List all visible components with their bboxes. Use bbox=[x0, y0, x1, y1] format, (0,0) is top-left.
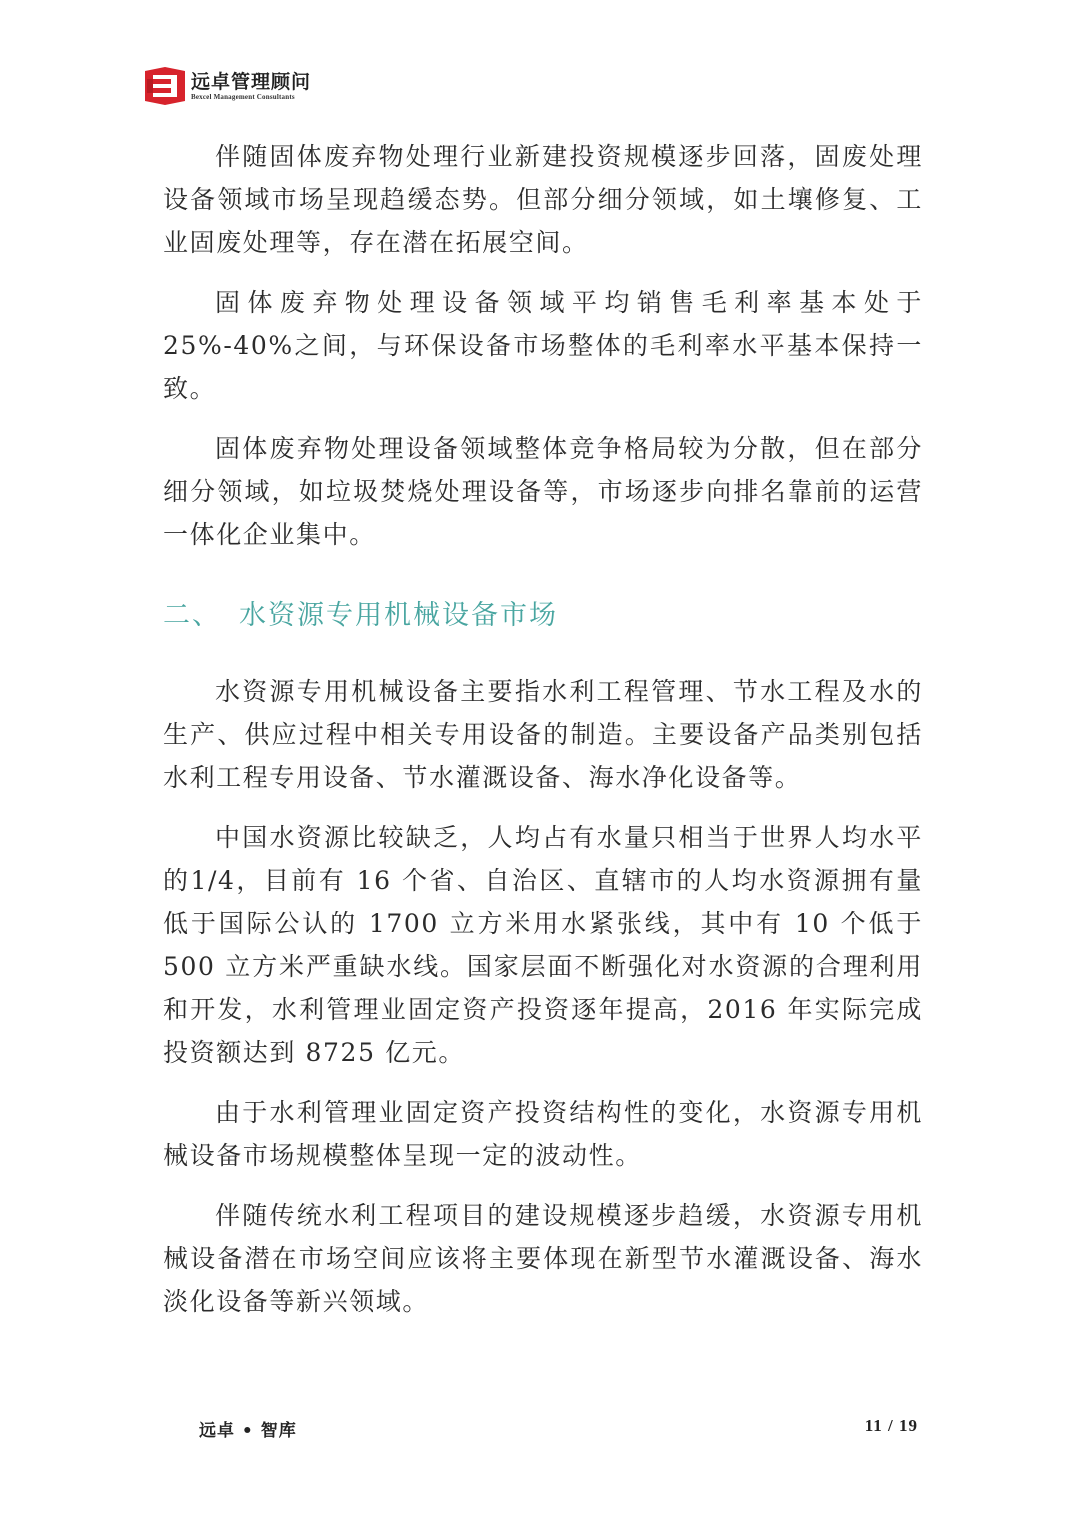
paragraph: 固体废弃物处理设备领域平均销售毛利率基本处于 25%-40%之间，与环保设备市场整体的毛利率水平基本保持一致。 bbox=[163, 288, 923, 403]
brand-logo-icon bbox=[143, 67, 187, 105]
document-body bbox=[163, 135, 923, 1340]
section-title: 水资源专用机械设备市场 bbox=[239, 600, 558, 631]
section-number: 二、 bbox=[163, 600, 221, 631]
header bbox=[143, 66, 311, 106]
paragraph: 由于水利管理业固定资产投资结构性的变化，水资源专用机械设备市场规模整体呈现一定的波动性。 bbox=[163, 1098, 923, 1170]
brand-text bbox=[191, 71, 311, 102]
paragraph: 伴随固体废弃物处理行业新建投资规模逐步回落，固废处理设备领域市场呈现趋缓态势。但部分细分领域，如土壤修复、工业固废处理等，存在潜在拓展空间。 bbox=[163, 142, 923, 257]
section-heading bbox=[163, 596, 923, 636]
brand-name-cn: 远卓管理顾问 bbox=[191, 70, 312, 93]
brand-name-en: Bexcel Management Consultants bbox=[191, 92, 295, 101]
footer-brand: 远卓 • 智库 bbox=[199, 1421, 297, 1441]
page-number: 11 / 19 bbox=[864, 1416, 918, 1435]
paragraph: 中国水资源比较缺乏，人均占有水量只相当于世界人均水平的1/4，目前有 16 个省、自治区、直辖市的人均水资源拥有量低于国际公认的 1700 立方米用水紧张线，其中有 10 个低于 500 立方米严重缺水线。国家层面不断强化对水资源的合理利用和开发，水利管理业固定资产投资逐年提高，2016 年实际完成投资额达到 8725 亿元。 bbox=[163, 823, 923, 1067]
paragraph: 伴随传统水利工程项目的建设规模逐步趋缓，水资源专用机械设备潜在市场空间应该将主要体现在新型节水灌溉设备、海水淡化设备等新兴领域。 bbox=[163, 1201, 923, 1316]
paragraph: 固体废弃物处理设备领域整体竞争格局较为分散，但在部分细分领域，如垃圾焚烧处理设备等，市场逐步向排名靠前的运营一体化企业集中。 bbox=[163, 434, 923, 549]
paragraph: 水资源专用机械设备主要指水利工程管理、节水工程及水的生产、供应过程中相关专用设备的制造。主要设备产品类别包括水利工程专用设备、节水灌溉设备、海水净化设备等。 bbox=[163, 677, 923, 792]
